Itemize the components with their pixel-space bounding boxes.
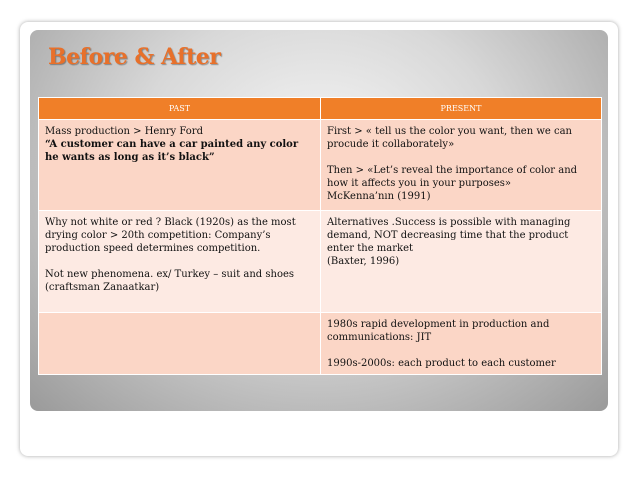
cell-text: 1990s-2000s: each product to each customer bbox=[327, 358, 556, 369]
table-row bbox=[39, 313, 602, 375]
table-cell-past bbox=[39, 211, 321, 313]
table-cell-past-empty bbox=[39, 313, 321, 375]
cell-text: Alternatives .Success is possible with managing demand, NOT decreasing time that the product enter the market bbox=[327, 217, 571, 254]
slide-title: Before & After bbox=[48, 44, 221, 70]
table-cell-past bbox=[39, 120, 321, 211]
ford-quote: “A customer can have a car painted any color he wants as long as it’s black” bbox=[45, 139, 299, 163]
table-header-row bbox=[39, 98, 602, 120]
comparison-table bbox=[38, 97, 602, 375]
cell-text: Then > «Let’s reveal the importance of color and how it affects you in your purposes» bbox=[327, 165, 578, 189]
header-present: PRESENT bbox=[321, 98, 602, 120]
table-cell-present bbox=[321, 313, 602, 375]
header-past: PAST bbox=[39, 98, 321, 120]
citation: (Baxter, 1996) bbox=[327, 256, 400, 267]
slide bbox=[30, 30, 608, 411]
table-cell-present bbox=[321, 211, 602, 313]
cell-text: 1980s rapid development in production and communications: JIT bbox=[327, 319, 550, 343]
table-cell-present bbox=[321, 120, 602, 211]
cell-text: Why not white or red ? Black (1920s) as the most drying color > 20th competition: Company’s production speed determines competition. bbox=[45, 217, 296, 254]
cell-text: Not new phenomena. ex/ Turkey – suit and shoes (craftsman Zanaatkar) bbox=[45, 269, 295, 293]
citation: McKenna’nın (1991) bbox=[327, 191, 431, 202]
cell-text: First > « tell us the color you want, then we can procude it collaborately» bbox=[327, 126, 572, 150]
table-row bbox=[39, 211, 602, 313]
cell-text: Mass production > Henry Ford bbox=[45, 126, 203, 137]
table-row bbox=[39, 120, 602, 211]
